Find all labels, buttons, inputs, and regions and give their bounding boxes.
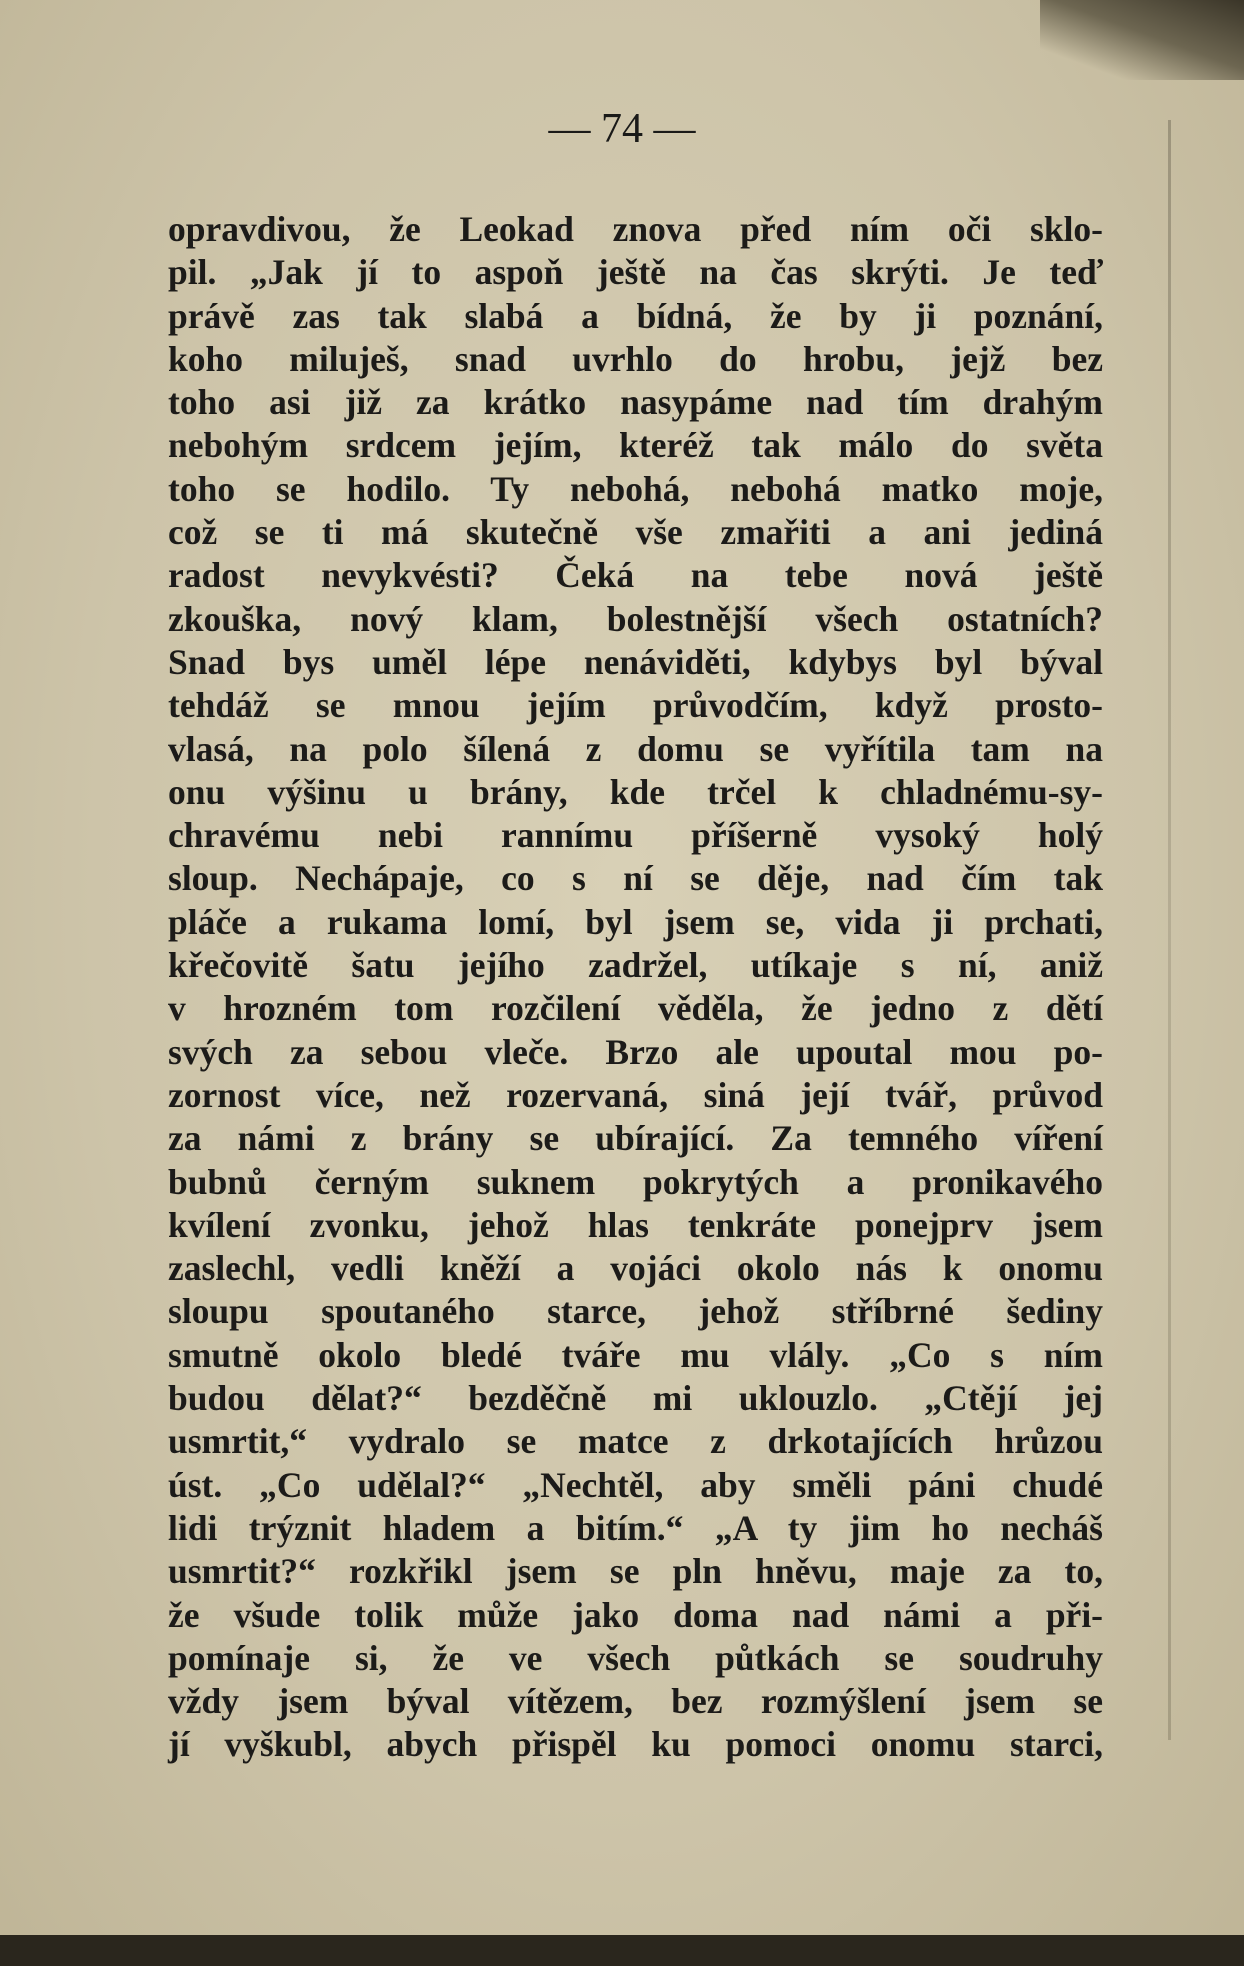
text-line: právě zas tak slabá a bídná, že by ji poznání,	[168, 295, 1103, 336]
text-line: že všude tolik může jako doma nad námi a při-	[168, 1594, 1103, 1635]
text-line: sloupu spoutaného starce, jehož stříbrné šediny	[168, 1291, 1103, 1332]
text-line: což se ti má skutečně vše zmařiti a ani jediná	[168, 512, 1103, 553]
text-line: zaslechl, vedli kněží a vojáci okolo nás k onomu	[168, 1248, 1103, 1289]
text-line: za námi z brány se ubírající. Za temného víření	[168, 1118, 1103, 1159]
page-corner-shadow	[1040, 0, 1244, 80]
text-line: usmrtit?“ rozkřikl jsem se pln hněvu, maje za to,	[168, 1551, 1103, 1592]
text-line: kvílení zvonku, jehož hlas tenkráte ponejprv jsem	[168, 1204, 1103, 1245]
text-line: v hrozném tom rozčilení věděla, že jedno z dětí	[168, 988, 1103, 1029]
text-line: pil. „Jak jí to aspoň ještě na čas skrýti. Je teď	[168, 252, 1103, 293]
text-line: chravému nebi rannímu příšerně vysoký holý	[168, 815, 1103, 856]
text-line: sloup. Nechápaje, co s ní se děje, nad čím tak	[168, 858, 1103, 899]
page-number: — 74 —	[548, 106, 696, 152]
text-line: vždy jsem býval vítězem, bez rozmýšlení jsem se	[168, 1681, 1103, 1722]
text-line: radost nevykvésti? Čeká na tebe nová ještě	[168, 555, 1103, 596]
text-line: pomínaje si, že ve všech půtkách se soudruhy	[168, 1637, 1103, 1678]
text-line: vlasá, na polo šílená z domu se vyřítila tam na	[168, 728, 1103, 769]
text-line: zornost více, než rozervaná, siná její tvář, průvod	[168, 1074, 1103, 1115]
text-line: úst. „Co udělal?“ „Nechtěl, aby směli páni chudé	[168, 1464, 1103, 1505]
text-line: usmrtit,“ vydralo se matce z drkotajících hrůzou	[168, 1421, 1103, 1462]
scan-border	[0, 1935, 1244, 1966]
text-line: tehdáž se mnou jejím průvodčím, když prosto-	[168, 685, 1103, 726]
text-line: pláče a rukama lomí, byl jsem se, vida ji prchati,	[168, 901, 1103, 942]
text-line: lidi trýznit hladem a bitím.“ „A ty jim ho necháš	[168, 1507, 1103, 1548]
text-line: opravdivou, že Leokad znova před ním oči sklo-	[168, 209, 1103, 249]
text-line: smutně okolo bledé tváře mu vlály. „Co s ním	[168, 1334, 1103, 1375]
text-line: nebohým srdcem jejím, kteréž tak málo do světa	[168, 425, 1103, 466]
text-line: toho se hodilo. Ty nebohá, nebohá matko moje,	[168, 468, 1103, 509]
text-line: koho miluješ, snad uvrhlo do hrobu, jejž bez	[168, 338, 1103, 379]
body-text	[168, 208, 1103, 1767]
text-line: Snad bys uměl lépe nenáviděti, kdybys byl býval	[168, 641, 1103, 682]
text-line: křečovitě šatu jejího zadržel, utíkaje s ní, aniž	[168, 945, 1103, 986]
page-fold-edge	[1168, 120, 1171, 1740]
text-line: onu výšinu u brány, kde trčel k chladnému-sy-	[168, 771, 1103, 812]
text-line: budou dělat?“ bezděčně mi uklouzlo. „Ctějí jej	[168, 1378, 1103, 1419]
text-line: toho asi již za krátko nasypáme nad tím drahým	[168, 382, 1103, 423]
text-line: zkouška, nový klam, bolestnější všech ostatních?	[168, 598, 1103, 639]
text-line: svých za sebou vleče. Brzo ale upoutal mou po-	[168, 1031, 1103, 1072]
text-line: jí vyškubl, abych přispěl ku pomoci onomu starci,	[168, 1724, 1103, 1765]
text-line: bubnů černým suknem pokrytých a pronikavého	[168, 1161, 1103, 1202]
